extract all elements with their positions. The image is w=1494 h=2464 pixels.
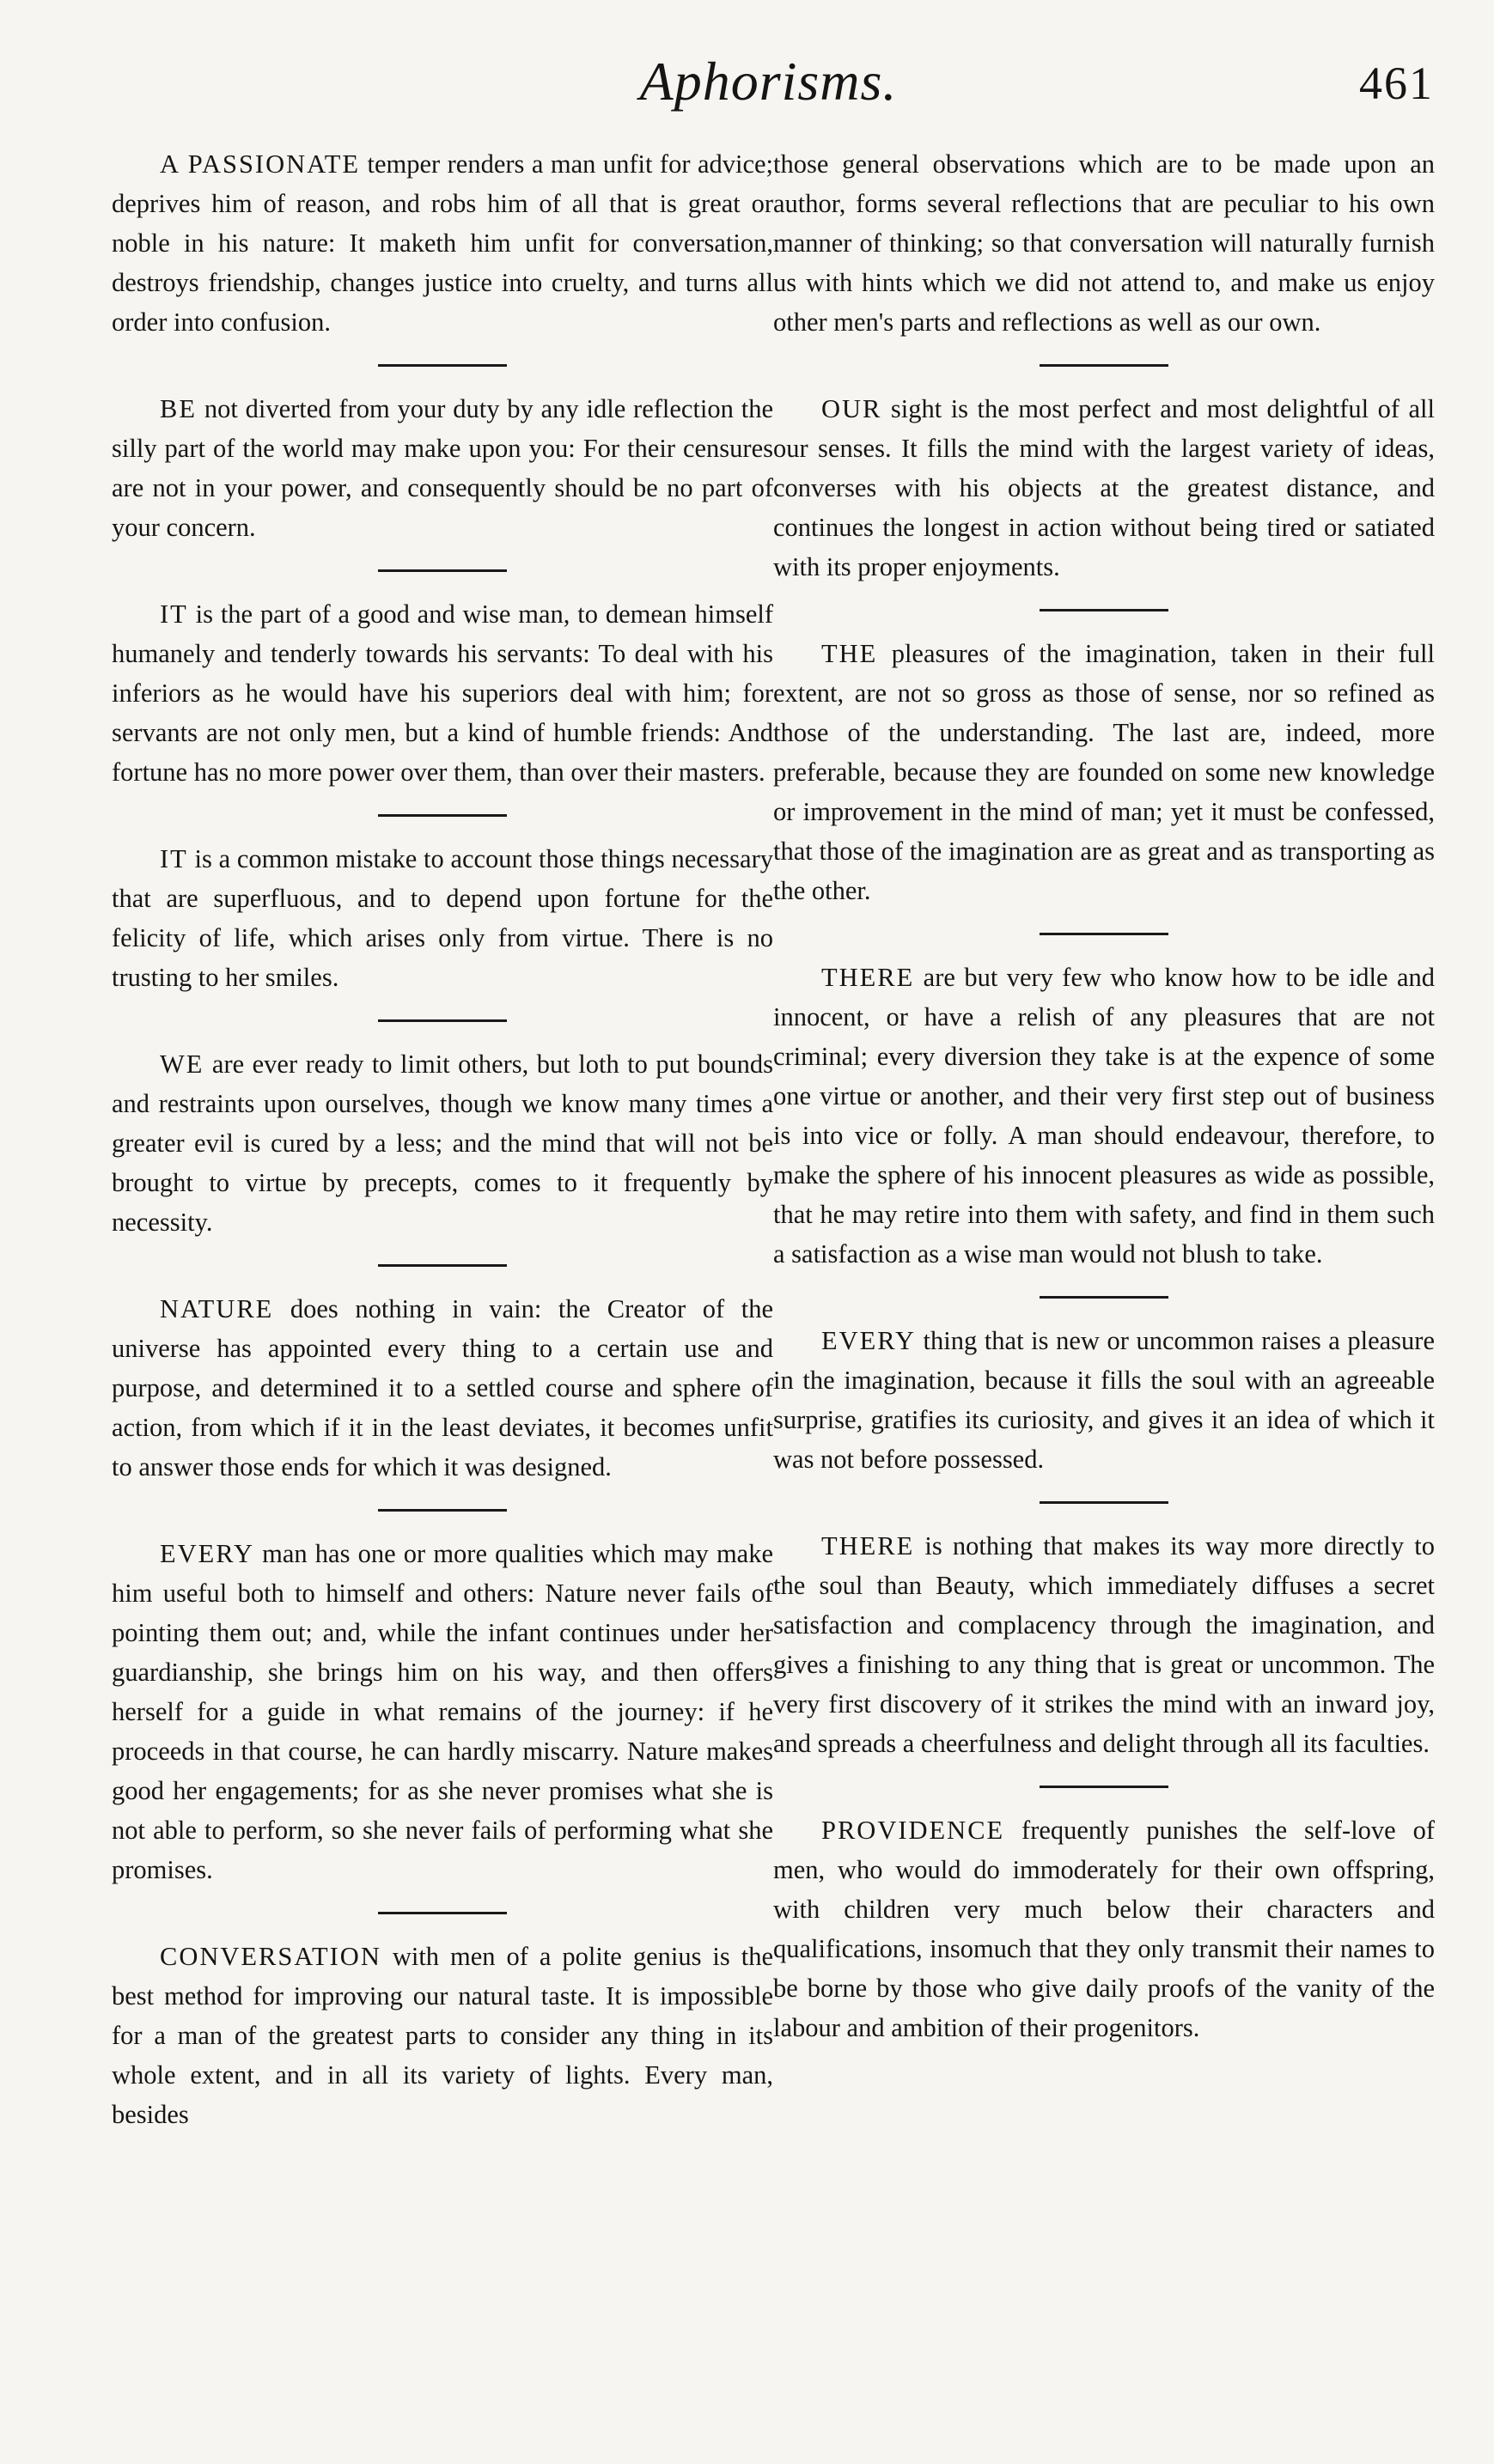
section-divider <box>378 814 507 817</box>
left-column <box>112 144 773 2134</box>
paragraph-text: temper renders a man unfit for advice; deprives him of reason, and robs him of all that is great or noble in his nature: It maketh him unfit for conversation, destroys friendship, changes justice into cruelty, and turns all order into confusion. <box>112 149 774 337</box>
page-header <box>103 50 1434 127</box>
aphorism-paragraph <box>112 1044 773 1242</box>
paragraph-text: does nothing in vain: the Creator of the universe has appointed every thing to a certain use and purpose, and determined it to a settled course and sphere of action, from which if it in the least deviates, it becomes unfit to answer those ends for which it was designed. <box>112 1294 773 1481</box>
aphorism-paragraph <box>773 958 1435 1274</box>
paragraph-text: are ever ready to limit others, but loth to put bounds and restraints upon ourselves, though we know many times a greater evil is cured by a less; and the mind that will not be brought to virtue by precepts, comes to it frequently by necessity. <box>112 1049 773 1237</box>
page-number: 461 <box>1359 58 1434 109</box>
section-divider <box>378 1509 507 1512</box>
section-divider <box>1040 609 1168 611</box>
lead-word: EVERY <box>821 1326 916 1355</box>
lead-word: OUR <box>821 394 882 423</box>
paragraph-text: thing that is new or uncommon raises a pleasure in the imagination, because it fills the soul with an agreeable surprise, gratifies its curiosity, and gives it an idea of which it was not before possessed. <box>773 1326 1435 1474</box>
aphorism-paragraph <box>112 1289 773 1487</box>
paragraph-text: with men of a polite genius is the best method for improving our natural taste. It is impossible for a man of the greatest parts to consider any thing in its whole extent, and in all its variety of lights. Every man, besides <box>112 1942 773 2129</box>
section-divider <box>378 364 507 367</box>
aphorism-paragraph <box>773 389 1435 587</box>
lead-word: CONVERSATION <box>160 1942 381 1971</box>
section-divider <box>378 569 507 572</box>
section-divider <box>1040 364 1168 367</box>
section-divider <box>378 1019 507 1022</box>
section-divider <box>378 1912 507 1914</box>
lead-word: WE <box>160 1049 204 1079</box>
lead-word: THERE <box>821 1531 915 1561</box>
section-divider <box>1040 1501 1168 1504</box>
lead-word: THE <box>821 639 878 668</box>
lead-word: BE <box>160 394 197 423</box>
section-divider <box>378 1264 507 1267</box>
lead-word: A PASSIONATE <box>160 149 361 179</box>
paragraph-text: is nothing that makes its way more directly to the soul than Beauty, which immediately diffuses a secret satisfaction and complacency through the imagination, and gives a finishing to any thing that is great or uncommon. The very first discovery of it strikes the mind with an inward joy, and spreads a cheerfulness and delight through all its faculties. <box>773 1531 1435 1758</box>
aphorism-paragraph <box>773 1321 1435 1479</box>
aphorism-paragraph <box>112 594 773 792</box>
section-divider <box>1040 1786 1168 1788</box>
lead-word: IT <box>160 844 188 873</box>
aphorism-paragraph <box>112 144 773 342</box>
continued-paragraph <box>773 144 1435 342</box>
aphorism-paragraph <box>112 1937 773 2134</box>
paragraph-text: are but very few who know how to be idle and innocent, or have a relish of any pleasures that are not criminal; every diversion they take is at the expence of some one virtue or another, and their very first step out of business is into vice or folly. A man should endeavour, therefore, to make the sphere of his innocent pleasures as wide as possible, that he may retire into them with safety, and find in them such a satisfaction as a wise man would not blush to take. <box>773 963 1435 1269</box>
lead-word: THERE <box>821 963 915 992</box>
aphorism-paragraph <box>112 389 773 547</box>
paragraph-text: pleasures of the imagination, taken in their full extent, are not so gross as those of sense, nor so refined as those of the understanding. The last are, indeed, more preferable, because they are founded on some new knowledge or improvement in the mind of man; yet it must be confessed, that those of the imagination are as great and as transporting as the other. <box>773 639 1435 905</box>
paragraph-text: frequently punishes the self-love of men, who would do immoderately for their own offspring, with children very much below their characters and qualifications, insomuch that they only transmit their names to be borne by those who give daily proofs of the vanity of the labour and ambition of their progenitors. <box>773 1816 1435 2042</box>
lead-word: IT <box>160 599 188 629</box>
right-column <box>773 144 1435 2047</box>
paragraph-text: those general observations which are to be made upon an author, forms several reflections that are peculiar to his own manner of thinking; so that conversation will naturally furnish us with hints which we did not attend to, and make us enjoy other men's parts and reflections as well as our own. <box>773 149 1435 337</box>
paragraph-text: is a common mistake to account those things necessary that are superfluous, and to depend upon fortune for the felicity of life, which arises only from virtue. There is no trusting to her smiles. <box>112 844 773 992</box>
section-divider <box>1040 1296 1168 1299</box>
lead-word: NATURE <box>160 1294 274 1323</box>
aphorism-paragraph <box>112 839 773 997</box>
aphorism-paragraph <box>112 1534 773 1889</box>
running-title: Aphorisms. <box>639 51 898 112</box>
lead-word: PROVIDENCE <box>821 1816 1005 1845</box>
aphorism-paragraph <box>773 1526 1435 1763</box>
paragraph-text: man has one or more qualities which may make him useful both to himself and others: Nature never fails of pointing them out; and, while the infant continues under her guardianship, she brings him on his way, and then offers herself for a guide in what remains of the journey: if he proceeds in that course, he can hardly miscarry. Nature makes good her engagements; for as she never promises what she is not able to perform, so she never fails of performing what she promises. <box>112 1539 773 1884</box>
paragraph-text: not diverted from your duty by any idle reflection the silly part of the world may make upon you: For their censures are not in your power, and consequently should be no part of your concern. <box>112 394 773 542</box>
aphorism-paragraph <box>773 1810 1435 2047</box>
aphorism-paragraph <box>773 634 1435 910</box>
paragraph-text: sight is the most perfect and most delightful of all our senses. It fills the mind with the largest variety of ideas, converses with his objects at the greatest distance, and continues the longest in action without being tired or satiated with its proper enjoyments. <box>773 394 1435 581</box>
paragraph-text: is the part of a good and wise man, to demean himself humanely and tenderly towards his servants: To deal with his inferiors as he would have his superiors deal with him; for servants are not only men, but a kind of humble friends: And fortune has no more power over them, than over their masters. <box>112 599 773 787</box>
lead-word: EVERY <box>160 1539 254 1568</box>
section-divider <box>1040 933 1168 935</box>
